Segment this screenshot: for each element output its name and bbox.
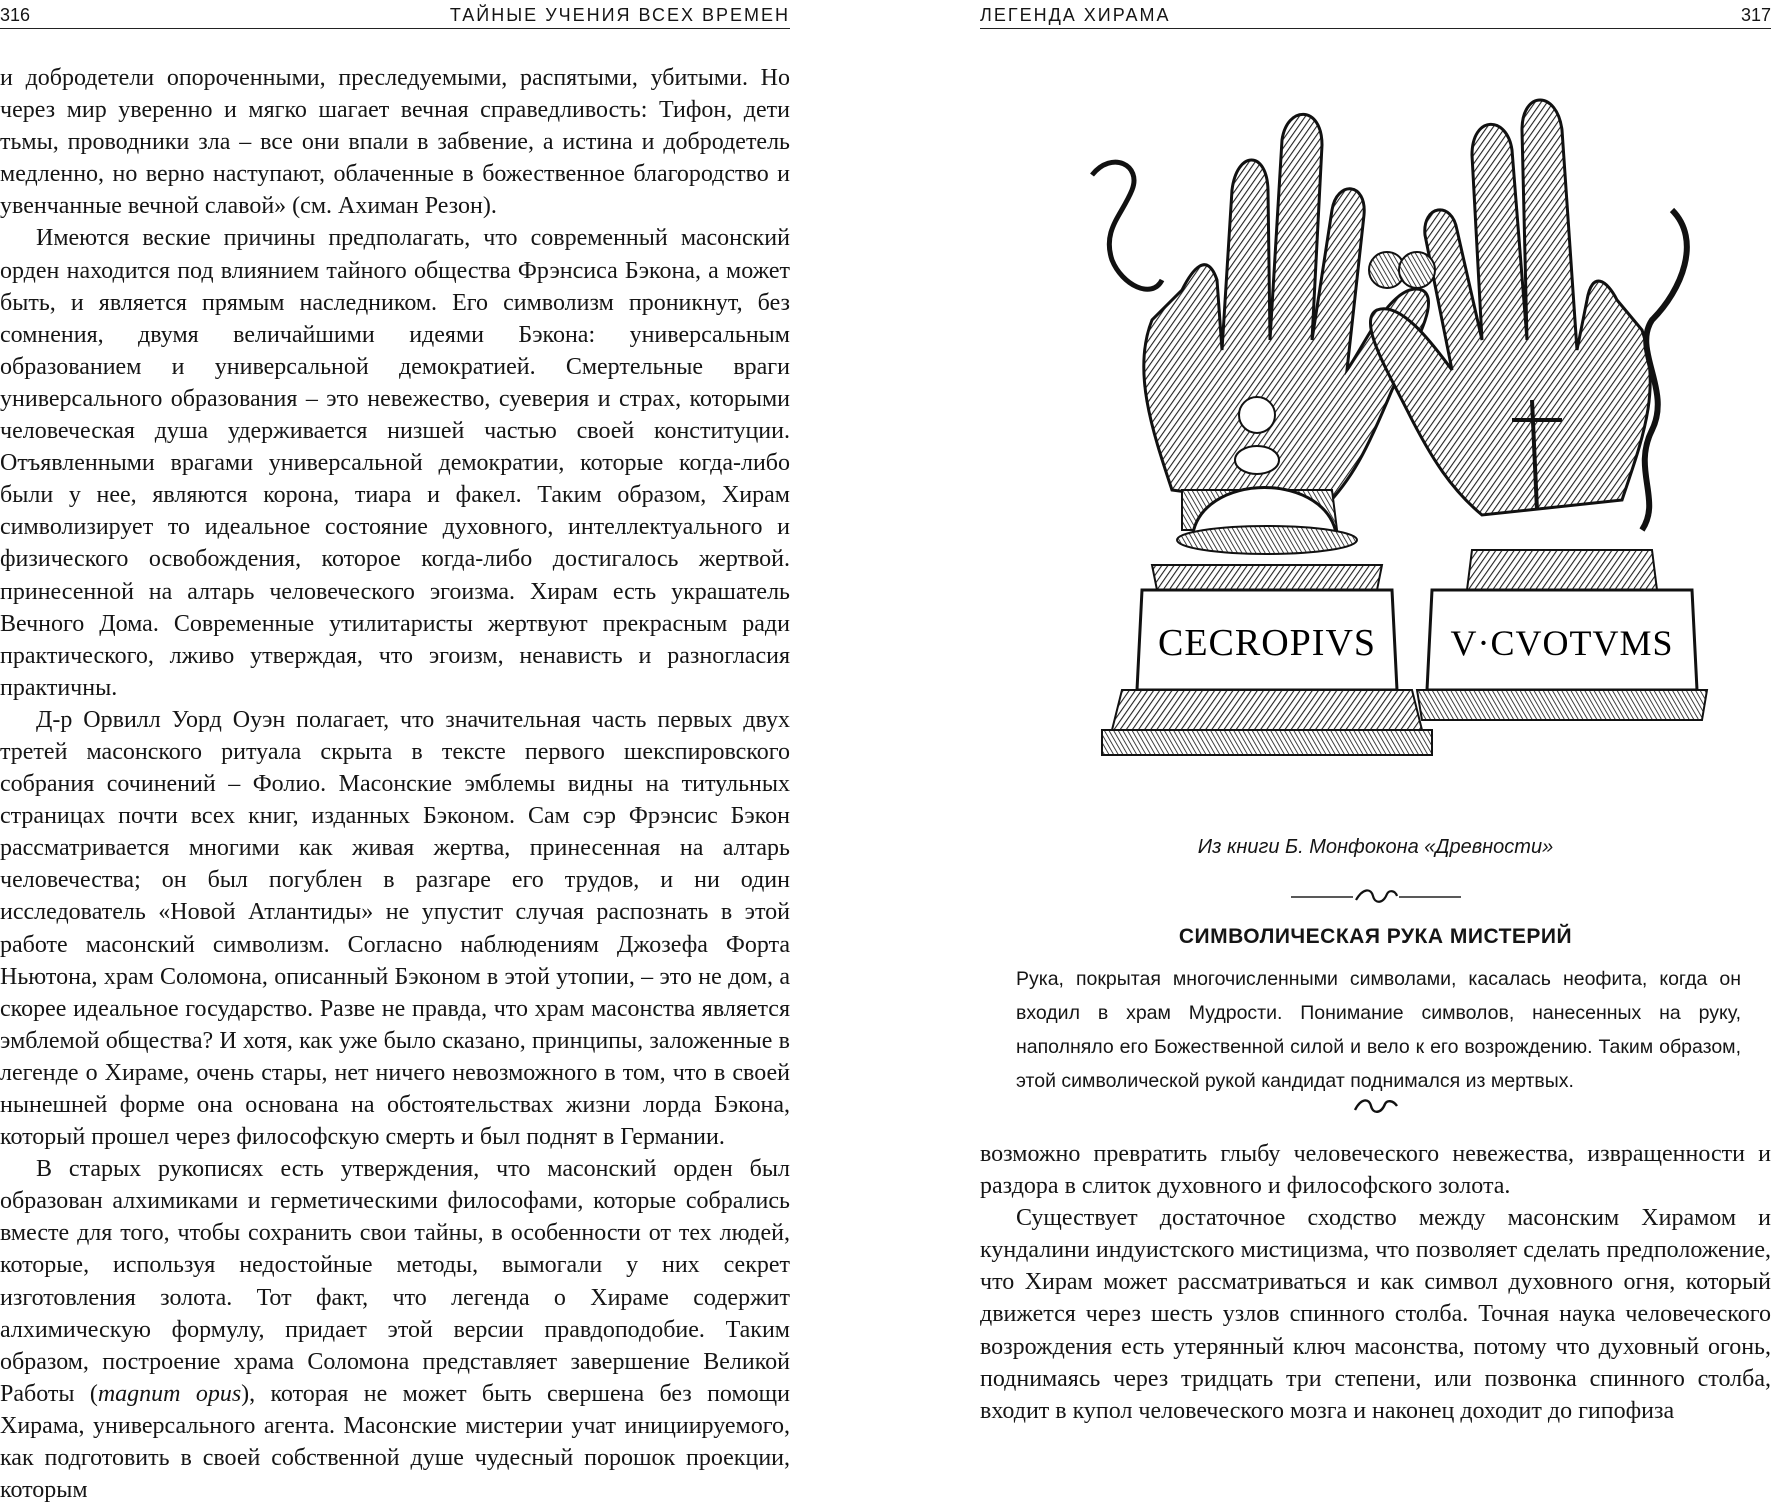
inscription-left: CECROPIVS xyxy=(1157,622,1377,664)
left-page xyxy=(0,0,790,1504)
paragraph: возможно превратить глыбу человеческого невежества, извращенности и раздора в слиток духовного и философского золота. xyxy=(980,1141,1771,1200)
inscription-right: V·CVOTVMS xyxy=(1450,623,1674,663)
running-head xyxy=(980,2,1771,29)
running-head-title: ЛЕГЕНДА ХИРАМА xyxy=(980,5,1171,25)
sidebar-text: Рука, покрытая многочисленными символами, касалась неофита, когда он входил в храм Мудрости. Понимание символов, нанесенных на руку, наполняло его Божественной силой и вело к его возрождению. Таким образом, этой символической рукой кандидат поднимался из мертвых. xyxy=(1016,968,1741,1092)
ornament-swirl-icon xyxy=(980,1096,1771,1121)
page-number: 316 xyxy=(0,5,31,25)
right-hand xyxy=(1370,100,1707,720)
paragraph: Существует достаточное сходство между масонским Хирамом и кундалини индуистского мистицизма, что позволяет сделать предположение, что Хирам может рассматриваться и как символ духовного огня, который движется через шесть узлов спинного столба. Точная наука человеческого возрождения есть утерянный ключ масонства, потому что духовный огонь, поднимаясь через тридцать три степени, или позвонка спинного столба, входит в купол человеческого мозга и наконец доходит до гипофиза xyxy=(980,1205,1771,1424)
running-head-title: ТАЙНЫЕ УЧЕНИЯ ВСЕХ ВРЕМЕН xyxy=(449,5,790,25)
paragraph-text: ), которая не может быть свершена без помощи Хирама, универсального агента. Масонские мистерии учат инициируемого, как подготовить в своей собственной душе чудесный порошок проекции, которым xyxy=(0,1380,790,1504)
right-page xyxy=(980,0,1771,1446)
paragraph: Имеются веские причины предполагать, что современный масонский орден находится под влиянием тайного общества Фрэнсиса Бэкона, а может быть, и является прямым наследником. Его символизм проникнут, без сомнения, двумя величайшими идеями Бэкона: универсальным образованием и универсальной демократией. Смертельные враги универсального образования – это невежество, суеверия и страх, которыми человеческая душа удерживается низшей частью своей конституции. Отъявленными врагами универсальной демократии, которые когда-либо были у нее, являются корона, тиара и факел. Таким образом, Хирам символизирует то идеальное состояние духовного, интеллектуального и физического освобождения, которое когда-либо достигалось жертвой. принесенной на алтарь человеческого эгоизма. Хирам есть украшатель Вечного Дома. Современные утилитаристы жертвуют прекрасным ради практического, лживо утверждая, что эгоизм, ненависть и разногласия практичны. xyxy=(0,225,790,701)
paragraph: и добродетели опороченными, преследуемыми, распятыми, убитыми. Но через мир уверенно и мягко шагает вечная справедливость: Тифон, дети тьмы, проводники зла – все они впали в забвение, а истина и добродетель медленно, но верно наступают, облаченные в божественное благородство и увенчанные вечной славой» (см. Ахиман Резон). xyxy=(0,65,790,220)
page-number: 317 xyxy=(1740,5,1771,25)
symbolic-hands-engraving xyxy=(1032,70,1762,812)
running-head xyxy=(0,2,790,29)
left-hand xyxy=(1092,114,1432,755)
ornament-divider-icon xyxy=(980,886,1771,913)
latin-term: magnum opus xyxy=(97,1380,242,1407)
body-text xyxy=(0,62,790,1506)
paragraph: Д-р Орвилл Уорд Оуэн полагает, что значительная часть первых двух третей масонского ритуала скрыта в тексте первого шекспировского собрания сочинений – Фолио. Масонские эмблемы видны на титульных страницах почти всех книг, изданных Бэконом. Сам сэр Фрэнсис Бэкон рассматривается многими как живая жертва, принесенная на алтарь человечества; он был погублен в разгаре его трудов, и ни один исследователь «Новой Атлантиды» не упустит случая распознать в этой работе масонский символизм. Согласно наблюдениям Джозефа Форта Ньютона, храм Соломона, описанный Бэконом в этой утопии, – это не дом, а скорее идеальное государство. Разве не правда, что храм масонства является эмблемой общества? И хотя, как уже было сказано, принципы, заложенные в легенде о Хираме, очень стары, нет ничего невозможного в том, что в своей нынешней форме она основана на обстоятельствах жизни лорда Бэкона, который прошел через философскую смерть и был поднят в Германии. xyxy=(0,706,790,1151)
figure-caption: Из книги Б. Монфокона «Древности» xyxy=(1197,836,1554,858)
paragraph xyxy=(0,1153,790,1506)
body-text xyxy=(980,1138,1771,1427)
sidebar-title: СИМВОЛИЧЕСКАЯ РУКА МИСТЕРИЙ xyxy=(1178,925,1573,948)
paragraph-text: В старых рукописях есть утверждения, что масонский орден был образован алхимиками и герметическими философами, которые собрались вместе для того, чтобы сохранить свои тайны, в особенности от тех людей, которые, используя недостойные методы, вымогали у них секрет изготовления золота. Тот факт, что легенда о Хираме содержит алхимическую формулу, придает этой версии правдоподобие. Таким образом, построение храма Соломона представляет завершение Великой Работы ( xyxy=(0,1156,790,1407)
engraving-figure xyxy=(1032,70,1762,812)
